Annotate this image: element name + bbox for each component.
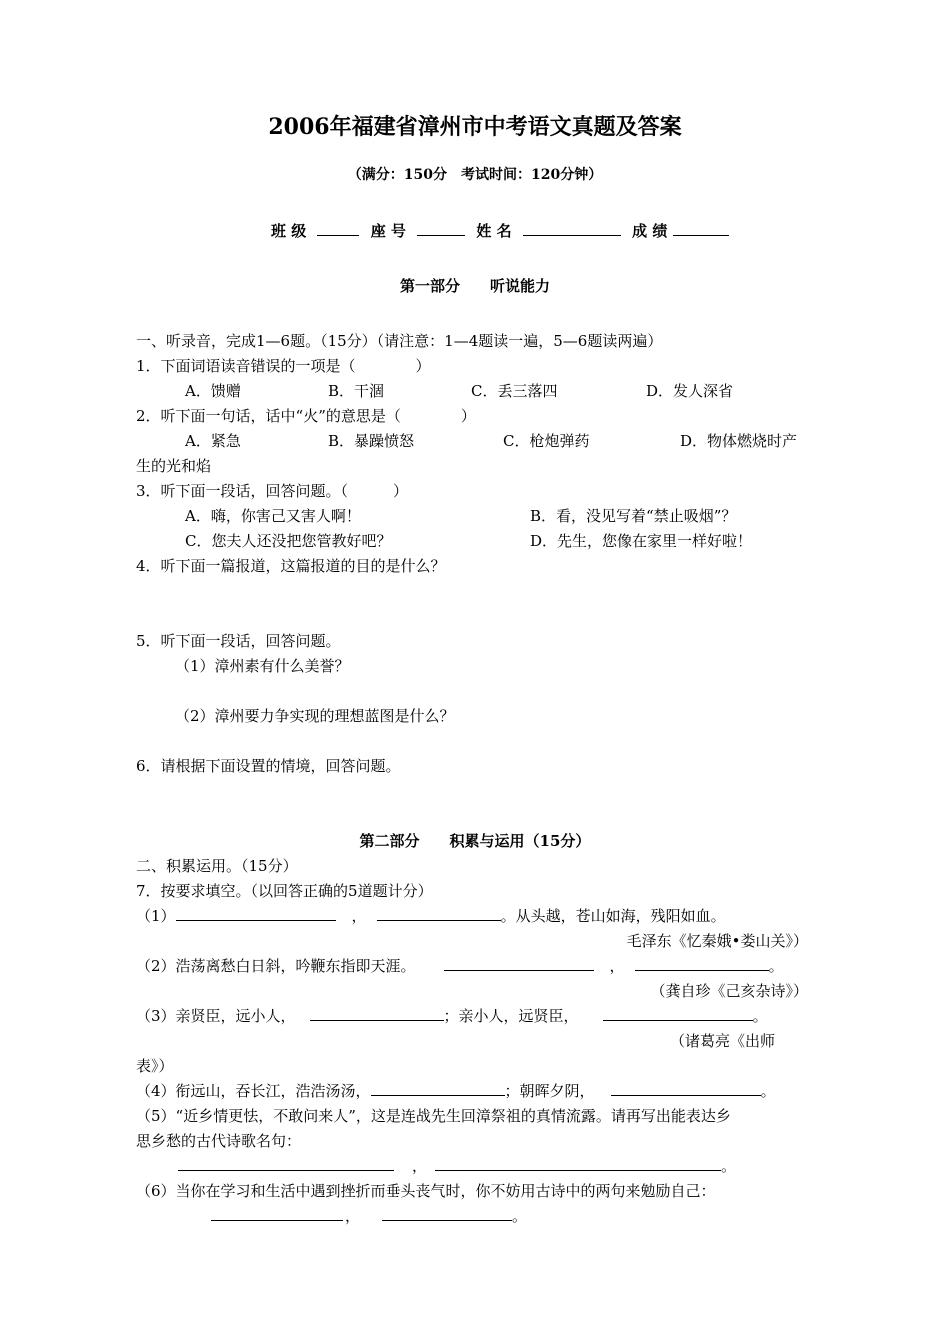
page-title: 2006年福建省漳州市中考语文真题及答案: [268, 114, 682, 140]
q5-sub1: （1）漳州素有什么美誉？: [175, 657, 350, 675]
class-label: 班 级: [271, 222, 307, 240]
q1-option-d: D．发人深省: [646, 382, 734, 400]
q7-item2-blank-2[interactable]: [635, 956, 769, 971]
q3-option-b: B．看，没见写着“禁止吸烟”？: [530, 507, 737, 525]
q7-item5-blank-1[interactable]: [178, 1156, 394, 1171]
q7-item3: [136, 1006, 768, 1026]
q7-item5-comma: ，: [412, 1157, 428, 1175]
q7-item5-blank-2[interactable]: [435, 1156, 721, 1171]
q3-stem: 3．听下面一段话，回答问题。（ ）: [136, 482, 409, 500]
q7-item3-blank-1[interactable]: [310, 1006, 444, 1021]
q1-option-a: A．馈赠: [185, 382, 241, 400]
q2-option-d-continued: 生的光和焰: [136, 457, 212, 475]
q6-stem: 6．请根据下面设置的情境，回答问题。: [136, 757, 401, 775]
q7-item6-answer: [211, 1206, 527, 1226]
exam-subtitle: （满分：150分 考试时间：120分钟）: [347, 167, 603, 183]
q7-item4-text: （4）衔远山，吞长江，浩浩汤汤，: [136, 1082, 371, 1100]
q1-stem: 1．下面词语读音错误的一项是（ ）: [136, 357, 431, 375]
q3-option-a: A．嗨，你害己又害人啊！: [185, 507, 361, 525]
q7-item1-number: （1）: [136, 907, 176, 925]
q3-option-c: C．您夫人还没把您管教好吧？: [185, 532, 392, 550]
q5-stem: 5．听下面一段话，回答问题。: [136, 632, 341, 650]
part2-heading: 第二部分 积累与运用（15分）: [359, 832, 591, 850]
q2-option-d: D．物体燃烧时产: [680, 432, 798, 450]
q7-item3-source-b: 表》）: [136, 1057, 174, 1075]
q5-sub2: （2）漳州要力争实现的理想蓝图是什么？: [175, 707, 455, 725]
class-blank[interactable]: [317, 221, 359, 236]
q1-option-c: C．丢三落四: [471, 382, 558, 400]
q2-stem: 2．听下面一句话，话中“火”的意思是（ ）: [136, 407, 476, 425]
q7-stem: 7．按要求填空。（以回答正确的5道题计分）: [136, 882, 433, 900]
q4-stem: 4．听下面一篇报道，这篇报道的目的是什么？: [136, 557, 446, 575]
q7-item5-text-b: 思乡愁的古代诗歌名句：: [136, 1132, 302, 1150]
q2-option-c: C．枪炮弹药: [503, 432, 590, 450]
section2-intro: 二、积累运用。（15分）: [136, 857, 298, 875]
seat-label: 座 号: [370, 222, 406, 240]
q7-item2-period: 。: [768, 957, 784, 975]
q2-option-b: B．暴躁愤怒: [328, 432, 415, 450]
q7-item3-middle: ；亲小人，远贤臣，: [443, 1007, 579, 1025]
q7-item1: [136, 906, 726, 926]
name-blank[interactable]: [523, 221, 621, 236]
q7-item3-blank-2[interactable]: [603, 1006, 753, 1021]
q7-item5-answer: [178, 1156, 736, 1176]
q7-item2-blank-1[interactable]: [444, 956, 594, 971]
score-label: 成 绩: [632, 222, 668, 240]
q7-item3-source-a: （诸葛亮《出师: [670, 1032, 776, 1050]
q3-option-d: D．先生，您像在家里一样好啦！: [530, 532, 753, 550]
seat-blank[interactable]: [417, 221, 465, 236]
q7-item2-comma: ，: [609, 957, 625, 975]
q7-item4-blank-1[interactable]: [371, 1081, 505, 1096]
q7-item1-comma: ，: [351, 907, 367, 925]
q7-item2: [136, 956, 784, 976]
score-blank[interactable]: [673, 221, 729, 236]
q7-item3-text: （3）亲贤臣，远小人，: [136, 1007, 296, 1025]
q7-item4-blank-2[interactable]: [611, 1081, 761, 1096]
q7-item4-middle: ；朝晖夕阴，: [504, 1082, 595, 1100]
q7-item1-source: 毛泽东《忆秦娥•娄山关》）: [626, 932, 808, 950]
q7-item1-blank-2[interactable]: [377, 906, 501, 921]
q7-item5-text-a: （5）“近乡情更怯，不敢问来人”，这是连战先生回漳祭祖的真情流露。请再写出能表达乡: [136, 1107, 731, 1125]
q7-item4: [136, 1081, 776, 1101]
q7-item1-text: 。从头越，苍山如海，残阳如血。: [500, 907, 726, 925]
q7-item2-text: （2）浩荡离愁白日斜，吟鞭东指即天涯。: [136, 957, 416, 975]
q7-item6-blank-2[interactable]: [382, 1206, 512, 1221]
q7-item6-comma: ，: [345, 1207, 361, 1225]
q7-item1-blank-1[interactable]: [176, 906, 336, 921]
section1-intro: 一、听录音，完成1—6题。（15分）（请注意：1—4题读一遍，5—6题读两遍）: [136, 332, 663, 350]
q7-item3-period: 。: [752, 1007, 768, 1025]
q7-item4-period: 。: [760, 1082, 776, 1100]
q7-item6-text: （6）当你在学习和生活中遇到挫折而垂头丧气时，你不妨用古诗中的两句来勉励自己：: [136, 1182, 716, 1200]
q1-option-b: B．干涸: [328, 382, 385, 400]
student-info-row: [271, 221, 729, 241]
part1-heading: 第一部分 听说能力: [399, 277, 550, 295]
q2-option-a: A．紧急: [185, 432, 241, 450]
q7-item2-source: （龚自珍《己亥杂诗》）: [650, 982, 808, 1000]
name-label: 姓 名: [476, 222, 512, 240]
q7-item6-blank-1[interactable]: [211, 1206, 343, 1221]
q7-item5-period: 。: [721, 1157, 737, 1175]
q7-item6-period: 。: [512, 1207, 528, 1225]
